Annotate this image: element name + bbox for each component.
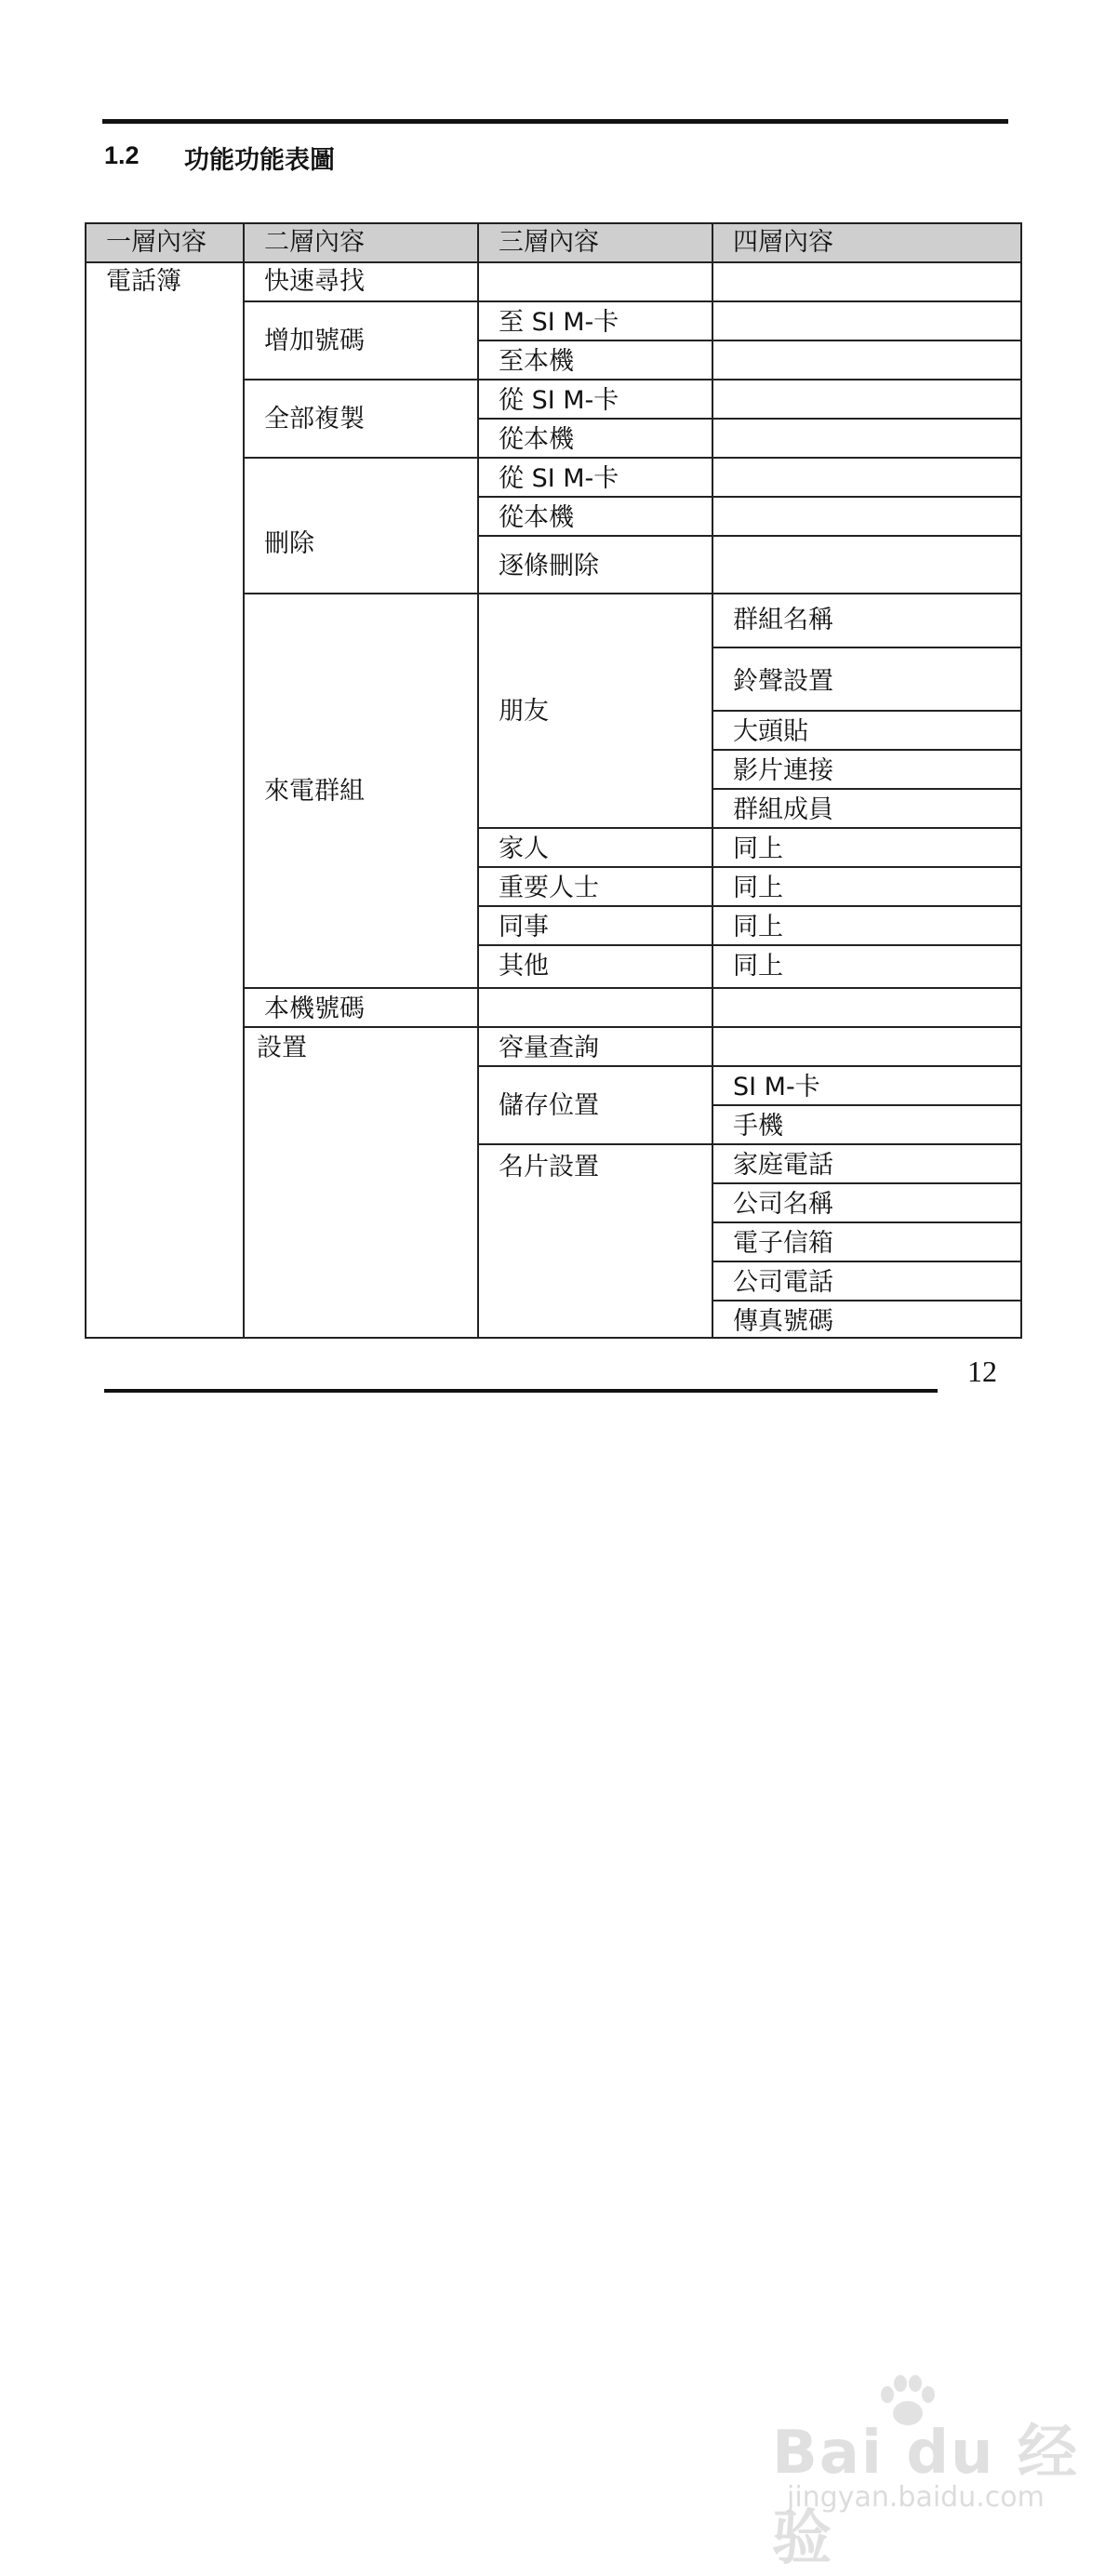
level3-item: 家人 — [499, 834, 549, 863]
level2-item: 增加號碼 — [264, 327, 365, 355]
level2-item: 快速尋找 — [264, 267, 365, 296]
level4-item: 家庭電話 — [733, 1151, 833, 1180]
level4-item: SI M-卡 — [733, 1073, 820, 1101]
page-number: 12 — [967, 1355, 997, 1388]
table-border — [712, 1221, 1022, 1223]
watermark — [772, 2377, 1079, 2573]
level3-item: 從 SI M-卡 — [499, 464, 619, 493]
level3-item: 其他 — [499, 952, 549, 981]
table-border — [477, 340, 1022, 341]
section-number: 1.2 — [104, 141, 140, 169]
table-border — [477, 1065, 1022, 1067]
table-border — [243, 987, 1022, 989]
table-border — [243, 300, 1022, 302]
level4-item: 同上 — [733, 913, 783, 941]
level3-item: 重要人士 — [499, 874, 599, 902]
level3-item: 從 SI M-卡 — [499, 386, 619, 415]
table-border — [85, 222, 87, 1339]
table-border — [712, 749, 1022, 751]
table-border — [477, 418, 1022, 420]
table-border — [243, 457, 1022, 459]
level3-item: 容量查詢 — [499, 1034, 599, 1062]
level3-item: 至本機 — [499, 347, 574, 376]
table-border — [477, 535, 1022, 537]
level2-item: 全部複製 — [264, 405, 365, 434]
level3-item: 朋友 — [499, 697, 549, 726]
table-border — [1020, 222, 1022, 1339]
level4-item: 手機 — [733, 1112, 783, 1141]
level3-item: 同事 — [499, 913, 549, 941]
table-border — [712, 710, 1022, 712]
watermark-logo: Bai du 经验 — [772, 2419, 1079, 2573]
table-border — [712, 1300, 1022, 1301]
table-border — [243, 1026, 1022, 1028]
level4-item: 電子信箱 — [733, 1229, 833, 1258]
level4-item: 傳真號碼 — [733, 1307, 833, 1336]
table-border — [712, 222, 713, 1339]
section-title: 功能功能表圖 — [184, 146, 335, 175]
level3-item: 逐條刪除 — [499, 552, 599, 581]
table-border — [712, 1182, 1022, 1184]
level3-item: 從本機 — [499, 503, 574, 532]
watermark-url: jingyan.baidu.com — [787, 2481, 1045, 2514]
level4-item: 公司電話 — [733, 1268, 833, 1297]
header-level-2: 二層內容 — [264, 228, 365, 257]
level1-phonebook: 電話簿 — [106, 267, 181, 296]
table-border — [712, 788, 1022, 790]
table-border — [712, 1104, 1022, 1106]
level3-item: 至 SI M-卡 — [499, 308, 619, 337]
top-rule — [102, 119, 1008, 124]
level4-item: 鈴聲設置 — [733, 667, 833, 696]
table-border — [477, 496, 1022, 498]
level4-item: 群組名稱 — [733, 606, 833, 634]
table-border — [477, 905, 1022, 907]
level4-item: 同上 — [733, 952, 783, 981]
table-border — [477, 827, 1022, 829]
table-border — [85, 222, 1022, 224]
level4-item: 公司名稱 — [733, 1190, 833, 1219]
header-level-4: 四層內容 — [733, 228, 833, 257]
table-border — [243, 593, 1022, 594]
level2-item: 來電群組 — [264, 777, 365, 806]
level2-item: 刪除 — [264, 529, 314, 558]
table-border — [477, 1143, 1022, 1145]
level3-item: 從本機 — [499, 425, 574, 454]
level4-item: 大頭貼 — [733, 717, 808, 746]
level3-item: 名片設置 — [499, 1153, 599, 1181]
level3-item: 儲存位置 — [499, 1091, 599, 1120]
level2-item: 設置 — [257, 1034, 307, 1062]
level2-item: 本機號碼 — [264, 994, 365, 1023]
table-border — [712, 647, 1022, 648]
table-border — [243, 379, 1022, 380]
level4-item: 群組成員 — [733, 795, 833, 824]
table-border — [85, 1337, 1022, 1339]
table-border — [477, 944, 1022, 946]
table-border — [477, 866, 1022, 868]
level4-item: 影片連接 — [733, 756, 833, 785]
table-border — [477, 222, 479, 1339]
table-border — [85, 261, 1022, 263]
header-level-1: 一層內容 — [106, 228, 206, 257]
header-level-3: 三層內容 — [499, 228, 599, 257]
table-border — [712, 1261, 1022, 1262]
table-border — [243, 222, 245, 1339]
level4-item: 同上 — [733, 834, 783, 863]
level4-item: 同上 — [733, 874, 783, 902]
bottom-rule — [104, 1389, 938, 1393]
